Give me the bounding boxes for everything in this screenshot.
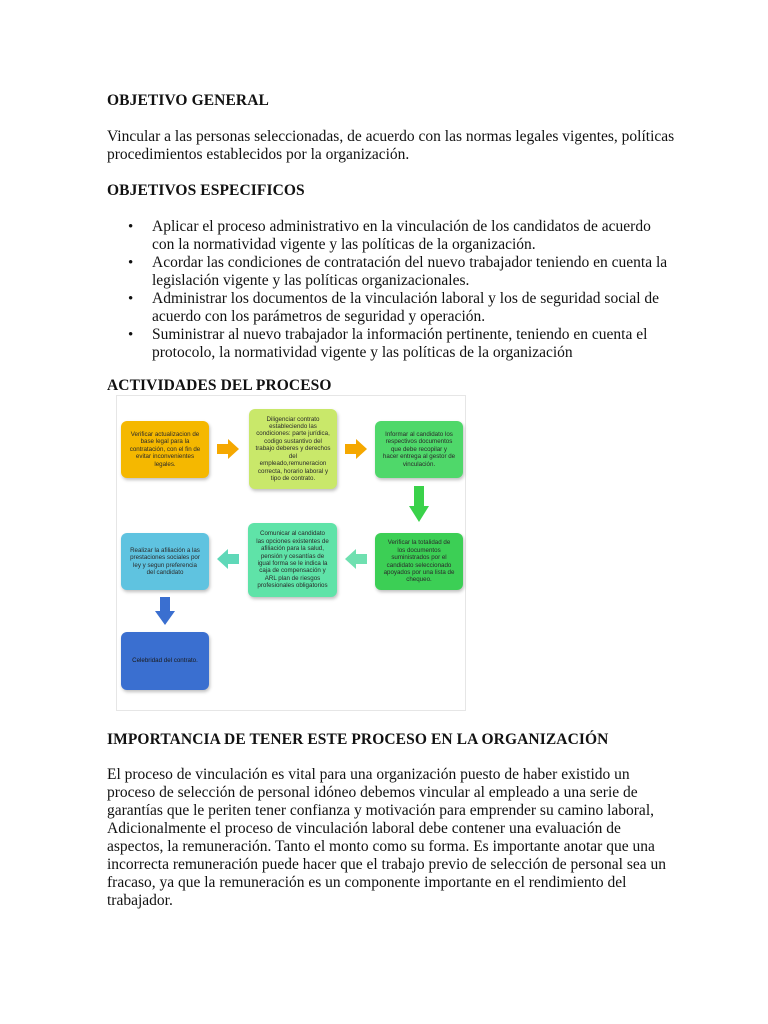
paragraph-importancia xyxy=(107,766,667,910)
arrow-down-icon xyxy=(155,597,175,625)
arrow-left-icon xyxy=(345,549,367,569)
flow-step-verificar-base-legal xyxy=(121,421,209,478)
list-item xyxy=(107,254,667,290)
paragraph-line: fracaso, ya que la remuneración es un componente importante en el rendimiento del xyxy=(107,874,627,891)
paragraph-line: aspectos, la remuneración. Tanto el monto como su forma. Es importante anotar que una xyxy=(107,838,655,855)
flow-step-informar-candidato xyxy=(375,421,463,478)
heading-objetivos-especificos: OBJETIVOS ESPECIFICOS xyxy=(107,182,305,199)
arrow-down-icon xyxy=(409,486,429,522)
list-item-line: protocolo, la normatividad vigente y las políticas de la organización xyxy=(152,344,573,361)
flow-step-diligenciar-contrato xyxy=(249,409,337,489)
paragraph-objetivo-general xyxy=(107,128,675,164)
list-item-line: con la normatividad vigente y las políticas de la organización. xyxy=(152,236,536,253)
flow-step-text: Verificar la totalidad de los documentos suministrados por el candidato seleccionado apoyados por una lista de chequeo. xyxy=(383,539,455,584)
flow-step-verificar-documentos xyxy=(375,533,463,590)
paragraph-line: proceso de selección de personal idóneo debemos vincular al empleado a una serie de xyxy=(107,784,638,801)
paragraph-line: trabajador. xyxy=(107,892,173,909)
heading-objetivo-general: OBJETIVO GENERAL xyxy=(107,92,269,109)
list-item-line: Administrar los documentos de la vinculación laboral y los de seguridad social de xyxy=(152,290,660,307)
list-item-line: Acordar las condiciones de contratación del nuevo trabajador teniendo en cuenta la xyxy=(152,254,668,271)
flow-step-text: Verificar actualizacion de base legal para la contratación, con el fin de evitar inconvenientes legales. xyxy=(129,430,201,468)
flow-step-text: Comunicar al candidato las opciones existentes de afiliación para la salud, pensión y cesantías de igual forma se le indica la caja de compensación y ARL plan de riesgos profesionales obligatorios xyxy=(256,530,329,590)
flow-step-celebridad-contrato xyxy=(121,632,209,690)
arrow-right-icon xyxy=(345,439,367,459)
bullet-icon: • xyxy=(128,291,134,307)
flow-step-text: Realizar la afiliación a las prestaciones sociales por ley y segun preferencia del candidato xyxy=(130,546,200,576)
heading-importancia: IMPORTANCIA DE TENER ESTE PROCESO EN LA ORGANIZACIÓN xyxy=(107,731,609,748)
flow-step-comunicar-afiliacion xyxy=(248,523,337,597)
list-item-line: Aplicar el proceso administrativo en la vinculación de los candidatos de acuerdo xyxy=(152,218,651,235)
paragraph-line: procedimientos establecidos por la organización. xyxy=(107,146,410,163)
paragraph-line: Vincular a las personas seleccionadas, de acuerdo con las normas legales vigentes, políticas xyxy=(107,128,675,145)
heading-actividades: ACTIVIDADES DEL PROCESO xyxy=(107,377,332,394)
bullet-icon: • xyxy=(128,255,134,271)
objetivos-list xyxy=(107,218,667,362)
paragraph-line: Adicionalmente el proceso de vinculación laboral debe contener una evaluación de xyxy=(107,820,621,837)
list-item xyxy=(107,290,667,326)
flow-step-text: Celebridad del contrato. xyxy=(132,657,198,665)
flow-step-realizar-afiliacion xyxy=(121,533,209,590)
paragraph-line: garantías que le periten tener confianza y motivación para emprender su camino laboral, xyxy=(107,802,654,819)
bullet-icon: • xyxy=(128,327,134,343)
process-flow-diagram xyxy=(117,396,465,710)
flow-step-text: Diligenciar contrato estableciendo las condiciones: parte jurídica, codigo sustantivo del trabajo deberes y derechos del empleado,remuneracion correcta, horario laboral y tipo de contrato. xyxy=(255,415,331,482)
paragraph-line: El proceso de vinculación es vital para una organización puesto de haber existido un xyxy=(107,766,630,783)
list-item-line: Suministrar al nuevo trabajador la información pertinente, teniendo en cuenta el xyxy=(152,326,648,343)
list-item-line: legislación vigente y las políticas organizacionales. xyxy=(152,272,470,289)
list-item xyxy=(107,218,667,254)
list-item xyxy=(107,326,667,362)
flow-step-text: Informar al candidato los respectivos documentos que debe recopilar y hacer entrega al gestor de vinculación. xyxy=(382,430,456,468)
arrow-right-icon xyxy=(217,439,239,459)
bullet-icon: • xyxy=(128,219,134,235)
arrow-left-icon xyxy=(217,549,239,569)
list-item-line: acuerdo con los parámetros de seguridad y operación. xyxy=(152,308,486,325)
paragraph-line: incorrecta remuneración puede hacer que el trabajo previo de selección de personal sea un xyxy=(107,856,667,873)
